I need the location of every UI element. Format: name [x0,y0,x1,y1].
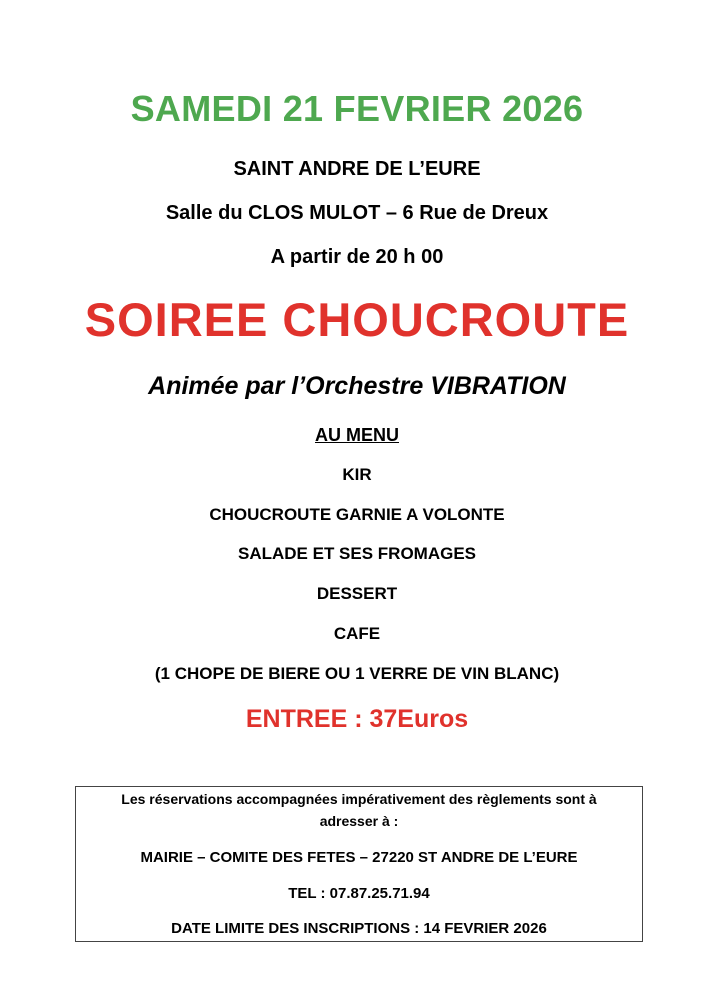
event-start-time: A partir de 20 h 00 [270,246,444,268]
reservation-instructions: Les réservations accompagnées impérativement des règlements sont à [121,791,597,807]
menu-heading: AU MENU [315,425,399,445]
menu-item: KIR [342,465,372,484]
menu-item: SALADE ET SES FROMAGES [237,544,477,563]
menu-item: CAFE [333,624,381,643]
orchestra-line: Animée par l’Orchestre VIBRATION [148,372,566,400]
entry-price: ENTREE : 37Euros [245,705,469,733]
menu-item: DESSERT [316,584,398,603]
menu-item: CHOUCROUTE GARNIE A VOLONTE [209,505,505,524]
menu-drinks-note: (1 CHOPE DE BIERE OU 1 VERRE DE VIN BLANC) [154,664,560,683]
event-date: SAMEDI 21 FEVRIER 2026 [130,88,584,129]
reservation-box [75,786,643,942]
event-venue: Salle du CLOS MULOT – 6 Rue de Dreux [165,202,549,224]
event-town: SAINT ANDRE DE L’EURE [233,158,481,180]
event-title: SOIREE CHOUCROUTE [84,293,630,346]
reservation-instructions-cont: adresser à : [319,813,399,829]
reservation-phone: TEL : 07.87.25.71.94 [288,885,430,902]
reservation-address: MAIRIE – COMITE DES FETES – 27220 ST ANDRE DE L’EURE [140,849,578,866]
registration-deadline: DATE LIMITE DES INSCRIPTIONS : 14 FEVRIER 2026 [171,920,547,937]
